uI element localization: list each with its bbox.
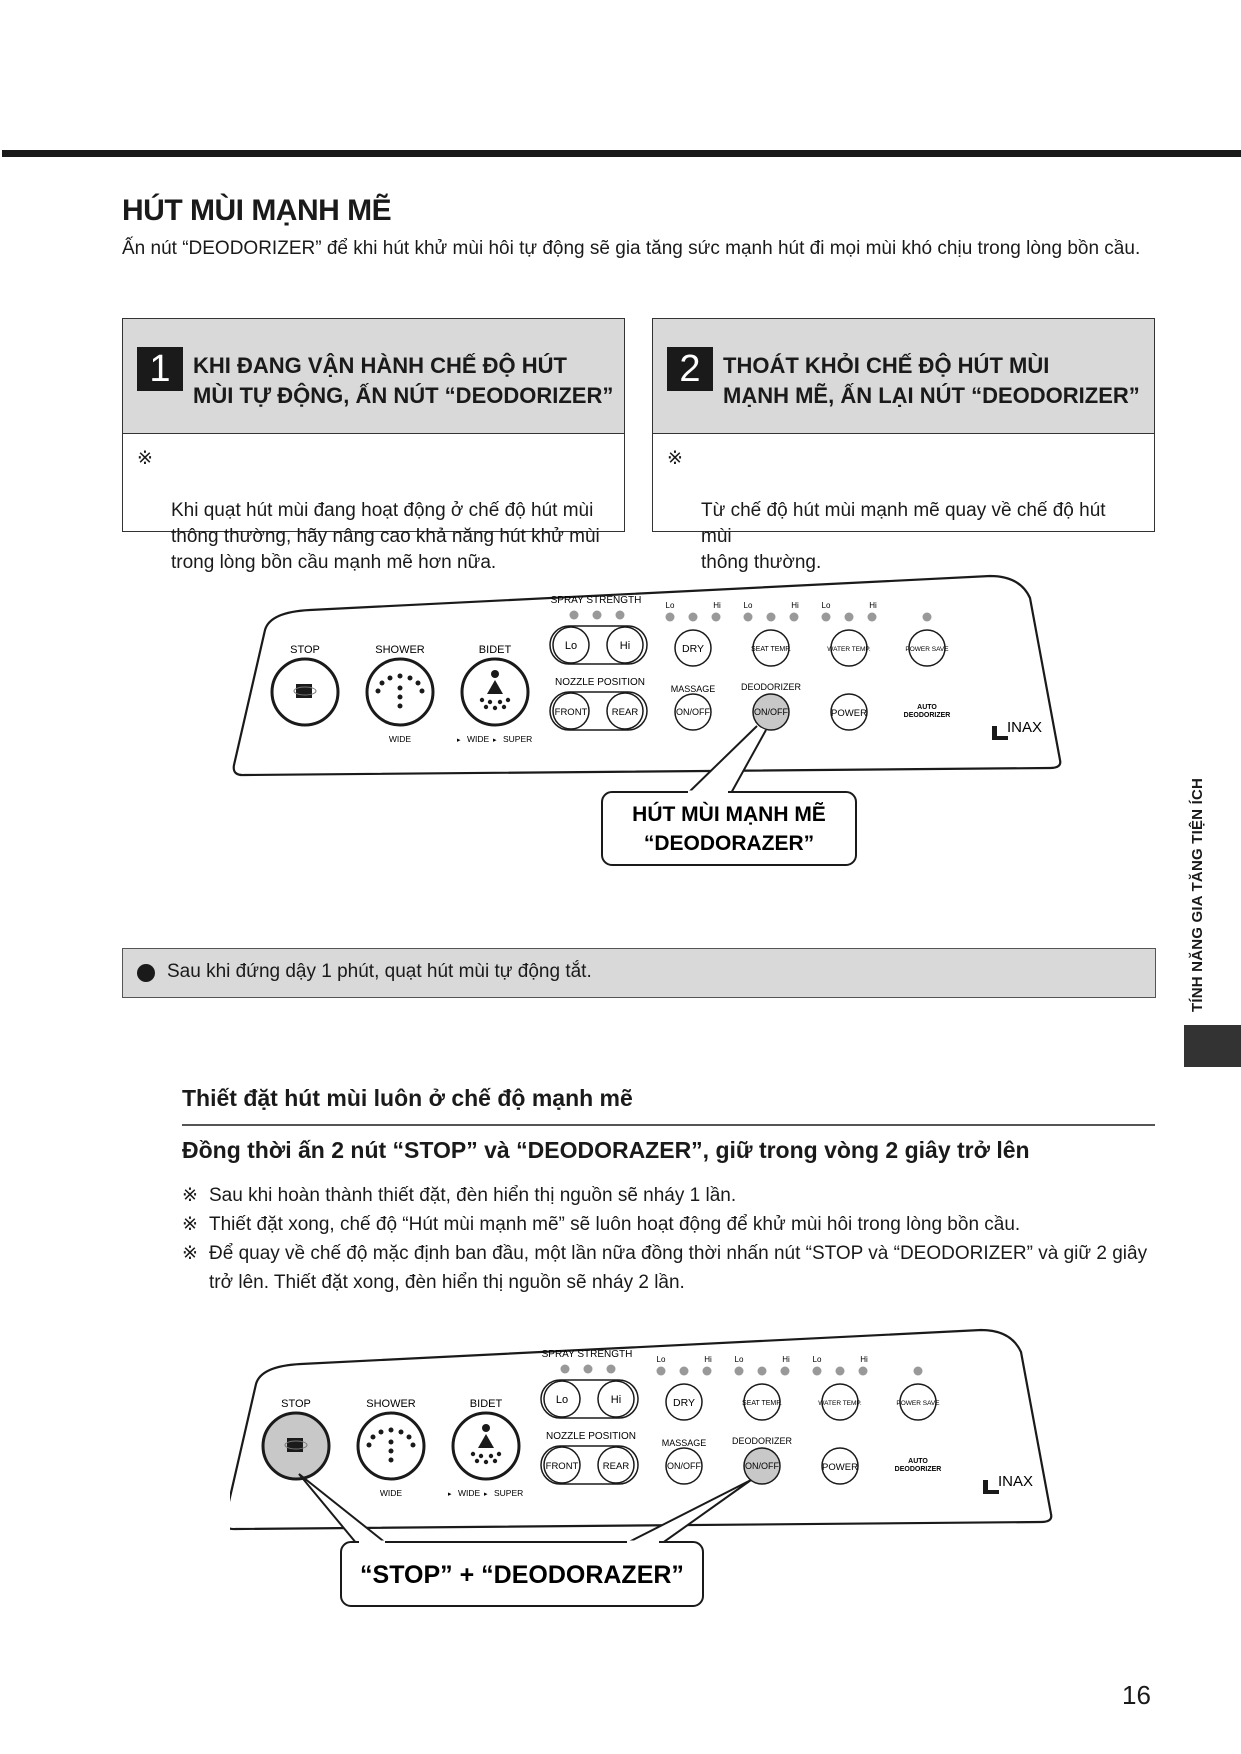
label-shower: SHOWER [366,1398,416,1410]
seat-led-3 [781,1367,790,1376]
step-1-note: Khi quạt hút mùi đang hoạt động ở chế độ hút mùi thông thường, hãy nâng cao khả năng hút khử mùi trong lòng bồn cầu mạnh mẽ hơn nữa. [171,500,600,573]
reference-mark: ※ [137,448,153,469]
label-massage: MASSAGE [661,1438,707,1448]
side-tab-marker [1184,1025,1241,1067]
step-1-header [123,319,624,434]
power-label: POWER [822,1462,858,1473]
label-wide: WIDE [467,734,490,744]
label-nozzle-position: NOZZLE POSITION [545,1431,637,1442]
water-led-1 [813,1367,822,1376]
power-label: POWER [831,708,867,719]
callout-line-1: HÚT MÙI MẠNH MẼ [632,803,826,826]
dry-label: DRY [673,1397,695,1409]
step-1-body [123,434,624,573]
dry-label: DRY [682,643,704,655]
label-hi: Hi [860,1355,868,1364]
reference-mark: ※ [182,1185,198,1206]
seat-led-2 [758,1367,767,1376]
page-title: HÚT MÙI MẠNH MẼ [122,194,392,227]
note-box [122,948,1156,998]
power-save-label: POWER SAVE [905,646,949,653]
label-hi: Hi [869,601,877,610]
seat-led-1 [744,613,753,622]
list-item [182,1181,1162,1210]
dry-led-3 [703,1367,712,1376]
lo-button-label: Lo [564,640,578,652]
step-2-note: Từ chế độ hút mùi mạnh mẽ quay về chế độ hút mùi thông thường. [701,500,1106,573]
label-lo: Lo [665,601,675,610]
label-lo: Lo [656,1355,666,1364]
seat-led-3 [790,613,799,622]
step-2-header [653,319,1154,434]
dry-led-3 [712,613,721,622]
spray-led-2 [584,1365,593,1374]
seat-temp-label: SEAT TEMP. [742,1400,782,1407]
reference-mark: ※ [667,448,683,469]
label-bidet: BIDET [469,1398,503,1410]
label-super: SUPER [503,734,533,744]
label-nozzle-position: NOZZLE POSITION [554,677,646,688]
bullet-dot-icon [137,964,155,982]
stop-icon [287,1438,303,1452]
arrow-icon: ▸ [484,1491,488,1498]
spray-led-2 [593,611,602,620]
side-section-label: TÍNH NĂNG GIA TĂNG TIỆN ÍCH [1189,777,1206,1012]
reference-mark: ※ [182,1214,198,1235]
label-deodorizer: DEODORIZER [740,682,802,692]
dry-led-2 [680,1367,689,1376]
label-hi: Hi [782,1355,790,1364]
deodorizer-onoff-label: ON/OFF [745,1461,779,1471]
label-stop: STOP [290,644,320,656]
label-shower: SHOWER [375,644,425,656]
label-massage: MASSAGE [670,684,716,694]
water-led-2 [836,1367,845,1376]
power-save-led [923,613,932,622]
label-wide: WIDE [388,734,412,744]
control-panel-diagram-2 [230,1324,1070,1614]
water-led-3 [859,1367,868,1376]
step-2-title: THOÁT KHỎI CHẾ ĐỘ HÚT MÙI MẠNH MẼ, ẤN LẠI NÚT “DEODORIZER” [723,353,1140,408]
seat-led-1 [735,1367,744,1376]
water-led-1 [822,613,831,622]
label-wide: WIDE [379,1488,403,1498]
top-rule [2,150,1241,157]
power-save-label: POWER SAVE [896,1400,940,1407]
callout-text: “STOP” + “DEODORAZER” [360,1561,684,1589]
water-temp-label: WATER TEMP. [818,1400,862,1407]
auto-deodorizer-label: DEODORIZER [894,1466,942,1473]
label-hi: Hi [791,601,799,610]
list-item-text: Để quay về chế độ mặc định ban đầu, một lần nữa đồng thời nhấn nút “STOP và “DEODORIZER” và giữ 2 giây trở lên. Thiết đặt xong, đèn hiển thị nguồn sẽ nháy 2 lần. [209,1243,1148,1293]
power-save-led [914,1367,923,1376]
front-label: FRONT [545,1461,579,1472]
label-wide: WIDE [458,1488,481,1498]
brand-logo: INAX [1007,719,1043,736]
spray-led-1 [561,1365,570,1374]
spray-led-3 [616,611,625,620]
note-text: Sau khi đứng dậy 1 phút, quạt hút mùi tự động tắt. [167,961,592,982]
section-title: Thiết đặt hút mùi luôn ở chế độ mạnh mẽ [182,1085,633,1111]
label-lo: Lo [743,601,753,610]
arrow-icon: ▸ [457,737,461,744]
list-item-text: Thiết đặt xong, chế độ “Hút mùi mạnh mẽ” sẽ luôn hoạt động để khử mùi hôi trong lòng bồn cầu. [209,1214,1021,1235]
section-rule [182,1124,1155,1126]
massage-onoff-label: ON/OFF [676,707,710,717]
section-subtitle: Đồng thời ấn 2 nút “STOP” và “DEODORAZER”, giữ trong vòng 2 giây trở lên [182,1137,1030,1163]
spray-led-3 [607,1365,616,1374]
dry-led-2 [689,613,698,622]
rear-label: REAR [602,1461,630,1472]
step-1-box [122,318,625,573]
label-hi: Hi [713,601,721,610]
arrow-icon: ▸ [448,1491,452,1498]
label-stop: STOP [281,1398,311,1410]
label-lo: Lo [821,601,831,610]
water-led-2 [845,613,854,622]
callout-line-2: “DEODORAZER” [643,832,815,855]
rear-label: REAR [611,707,639,718]
water-temp-label: WATER TEMP. [827,646,871,653]
lo-button-label: Lo [555,1394,569,1406]
control-panel-diagram-1 [230,570,1070,870]
arrow-icon: ▸ [493,737,497,744]
step-2-box [652,318,1155,573]
label-bidet: BIDET [478,644,512,656]
auto-deodorizer-label: DEODORIZER [903,712,951,719]
reference-mark: ※ [182,1243,198,1264]
label-lo: Lo [734,1355,744,1364]
step-2-number: 2 [667,347,713,391]
front-label: FRONT [554,707,588,718]
page-number: 16 [1122,1680,1151,1710]
label-spray-strength: SPRAY STRENGTH [541,1349,633,1360]
massage-onoff-label: ON/OFF [667,1461,701,1471]
seat-temp-label: SEAT TEMP. [751,646,791,653]
label-deodorizer: DEODORIZER [731,1436,793,1446]
section-notes [182,1181,1162,1297]
step-1-number: 1 [137,347,183,391]
seat-led-2 [767,613,776,622]
list-item [182,1210,1162,1239]
auto-label: AUTO [917,704,937,711]
label-hi: Hi [704,1355,712,1364]
brand-logo: INAX [998,1473,1034,1490]
list-item-text: Sau khi hoàn thành thiết đặt, đèn hiển thị nguồn sẽ nháy 1 lần. [209,1185,737,1206]
auto-label: AUTO [908,1458,928,1465]
hi-button-label: Hi [619,640,631,652]
step-1-title: KHI ĐANG VẬN HÀNH CHẾ ĐỘ HÚT MÙI TỰ ĐỘNG, ẤN NÚT “DEODORIZER” [193,353,614,408]
label-spray-strength: SPRAY STRENGTH [550,595,642,606]
label-super: SUPER [494,1488,524,1498]
list-item [182,1239,1162,1297]
deodorizer-onoff-label: ON/OFF [754,707,788,717]
dry-led-1 [657,1367,666,1376]
stop-icon [296,684,312,698]
water-led-3 [868,613,877,622]
intro-text: Ấn nút “DEODORIZER” để khi hút khử mùi hôi tự động sẽ gia tăng sức mạnh hút đi mọi mùi khó chịu trong lòng bồn cầu. [122,238,1141,259]
step-2-body [653,434,1154,573]
hi-button-label: Hi [610,1394,622,1406]
spray-led-1 [570,611,579,620]
dry-led-1 [666,613,675,622]
label-lo: Lo [812,1355,822,1364]
